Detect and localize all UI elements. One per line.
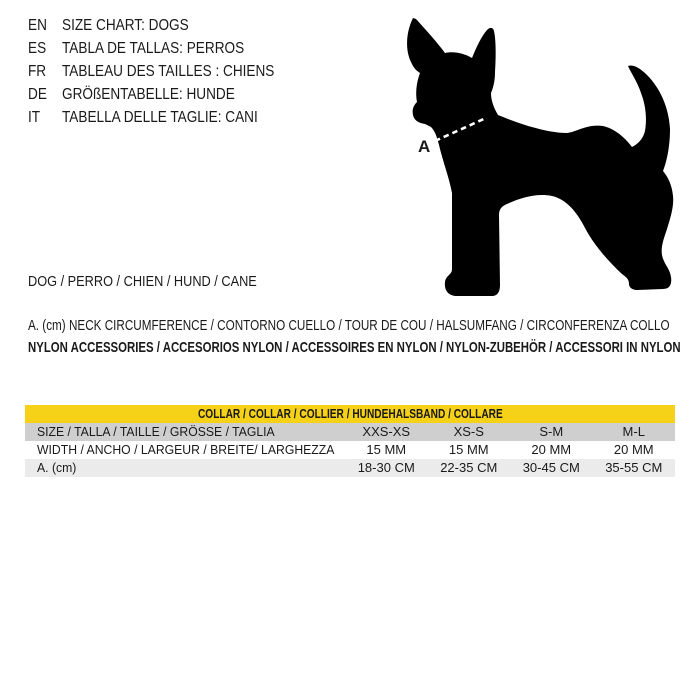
table-header <box>25 405 675 423</box>
material-note-text: NYLON ACCESSORIES / ACCESORIOS NYLON / ACCESSOIRES EN NYLON / NYLON-ZUBEHÖR / ACCESSORI IN NYLON <box>28 339 681 356</box>
cell-value: XS-S <box>453 424 484 439</box>
cell-value: M-L <box>622 424 645 439</box>
size-table <box>25 405 675 477</box>
language-title: TABLA DE TALLAS: PERROS <box>62 40 245 57</box>
cell-value: 30-45 CM <box>522 460 580 475</box>
dog-figure <box>380 0 700 320</box>
language-title: TABLEAU DES TAILLES : CHIENS <box>62 63 275 80</box>
language-row-fr <box>28 60 274 83</box>
table-row-width <box>25 441 675 459</box>
language-code: EN <box>28 17 47 34</box>
table-row-size <box>25 423 675 441</box>
row-label <box>25 459 345 477</box>
row-label-text: WIDTH / ANCHO / LARGEUR / BREITE/ LARGHEZZA <box>37 442 335 457</box>
cell-value: 22-35 CM <box>440 460 498 475</box>
cell-value: 20 MM <box>531 442 572 457</box>
row-label <box>25 423 345 441</box>
dog-silhouette-icon <box>407 18 673 296</box>
material-note <box>28 339 700 357</box>
language-code: ES <box>28 40 47 57</box>
language-row-en <box>28 14 274 37</box>
language-title: TABELLA DELLE TAGLIE: CANI <box>62 109 258 126</box>
neck-marker-label: A <box>418 137 431 156</box>
cell-value: XXS-XS <box>362 424 411 439</box>
language-code: FR <box>28 63 47 80</box>
row-label-text: A. (cm) <box>37 460 77 475</box>
row-label-text: SIZE / TALLA / TAILLE / GRÖSSE / TAGLIA <box>37 424 275 439</box>
language-list <box>28 14 318 129</box>
cell-value: 35-55 CM <box>605 460 663 475</box>
cell-value: 18-30 CM <box>357 460 415 475</box>
measurement-note-text: A. (cm) NECK CIRCUMFERENCE / CONTORNO CUELLO / TOUR DE COU / HALSUMFANG / CIRCONFERENZA COLLO <box>28 317 670 334</box>
dog-caption <box>28 274 297 290</box>
table-row-neck <box>25 459 675 477</box>
language-title: SIZE CHART: DOGS <box>62 17 189 34</box>
language-row-es <box>28 37 274 60</box>
language-row-it <box>28 106 274 129</box>
cell-value: 15 MM <box>366 442 407 457</box>
row-label <box>25 441 345 459</box>
language-code: DE <box>28 86 47 103</box>
language-row-de <box>28 83 274 106</box>
cell-value: 20 MM <box>613 442 654 457</box>
language-code: IT <box>28 109 41 126</box>
dog-caption-text: DOG / PERRO / CHIEN / HUND / CANE <box>28 273 257 290</box>
table-header-label: COLLAR / COLLAR / COLLIER / HUNDEHALSBAND / COLLARE <box>197 406 503 421</box>
language-title: GRÖßENTABELLE: HUNDE <box>62 86 235 103</box>
cell-value: 15 MM <box>448 442 489 457</box>
measurement-note <box>28 317 700 335</box>
cell-value: S-M <box>539 424 564 439</box>
